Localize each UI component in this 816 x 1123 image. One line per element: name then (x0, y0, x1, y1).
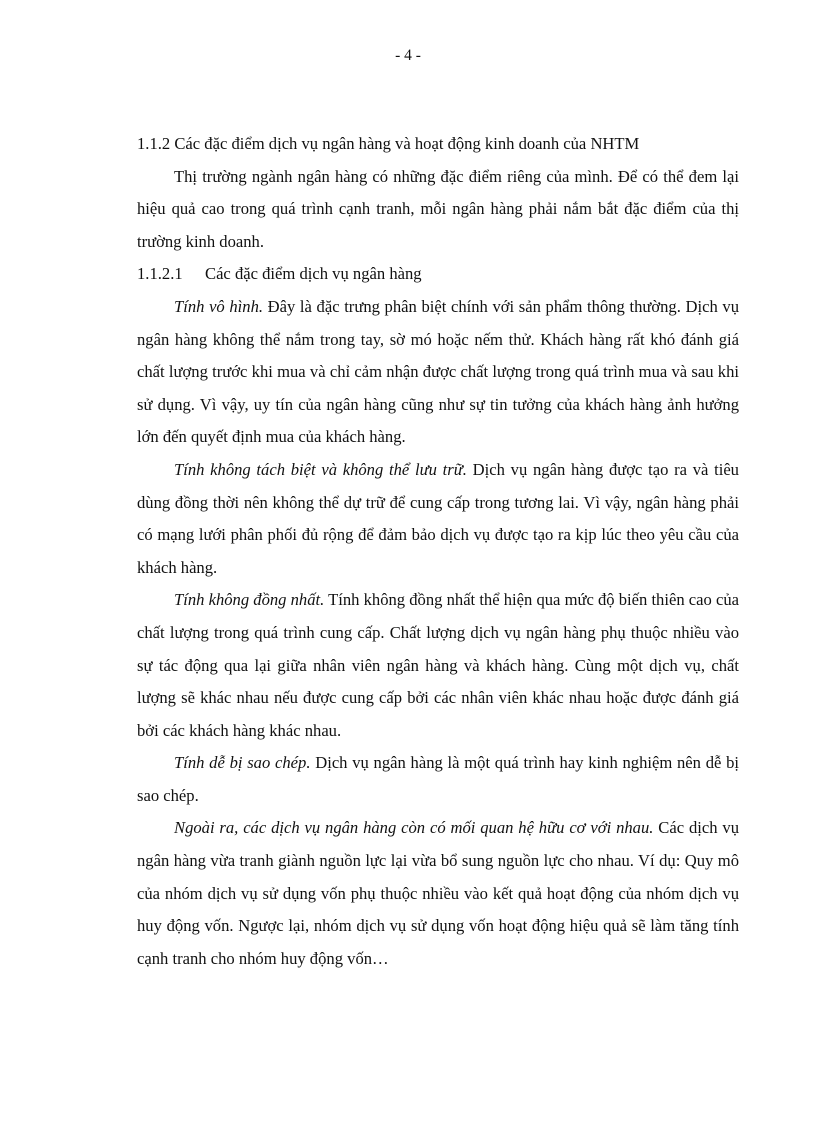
paragraph-inseparability (137, 454, 739, 584)
paragraph-lead: Tính không tách biệt và không thể lưu trữ. (174, 459, 467, 479)
paragraph-text: Các dịch vụ ngân hàng vừa tranh giành nguồn lực lại vừa bổ sung nguồn lực cho nhau. Ví dụ: Quy mô của nhóm dịch vụ sử dụng vốn phụ thuộc nhiều vào kết quả hoạt động của nhóm dịch vụ huy động vốn. Ngược lại, nhóm dịch vụ sử dụng vốn hoạt động hiệu quả sẽ làm tăng tính cạnh tranh cho nhóm huy động vốn… (137, 818, 739, 968)
document-body (137, 128, 739, 975)
paragraph-text: Dịch vụ ngân hàng được tạo ra và tiêu dùng đồng thời nên không thể dự trữ để cung cấp trong tương lai. Vì vậy, ngân hàng phải có mạng lưới phân phối đủ rộng để đảm bảo dịch vụ được tạo ra kịp lúc theo yêu cầu của khách hàng. (137, 459, 739, 577)
paragraph-text: Đây là đặc trưng phân biệt chính với sản phẩm thông thường. Dịch vụ ngân hàng không thể nắm trong tay, sờ mó hoặc nếm thử. Khách hàng rất khó đánh giá chất lượng trước khi mua và chỉ cảm nhận được chất lượng trong quá trình mua và sau khi sử dụng. Vì vậy, uy tín của ngân hàng cũng như sự tin tưởng của khách hàng ảnh hưởng lớn đến quyết định mua của khách hàng. (137, 296, 739, 447)
paragraph-lead: Tính dễ bị sao chép. (174, 753, 311, 773)
page-number: - 4 - (395, 47, 421, 64)
paragraph-heterogeneity (137, 584, 739, 747)
paragraph-text: Tính không đồng nhất thể hiện qua mức độ biến thiên cao của chất lượng trong quá trình cung cấp. Chất lượng dịch vụ ngân hàng phụ thuộc nhiều vào sự tác động qua lại giữa nhân viên ngân hàng và khách hàng. Cùng một dịch vụ, chất lượng sẽ khác nhau nếu được cung cấp bởi các nhân viên khác nhau hoặc được đánh giá bởi các khách hàng khác nhau. (137, 590, 739, 740)
paragraph-lead: Ngoài ra, các dịch vụ ngân hàng còn có mối quan hệ hữu cơ với nhau. (174, 818, 654, 838)
subsection-heading-1-1-2-1 (137, 258, 739, 291)
paragraph-intangibility (137, 291, 739, 454)
section-heading-1-1-2: 1.1.2 Các đặc điểm dịch vụ ngân hàng và hoạt động kinh doanh của NHTM (137, 134, 640, 153)
paragraph-imitability (137, 747, 739, 812)
subsection-number: 1.1.2.1 (137, 264, 183, 284)
paragraph-organic-relationship (137, 812, 739, 975)
paragraph-lead: Tính vô hình. (174, 296, 264, 316)
subsection-title: Các đặc điểm dịch vụ ngân hàng (205, 264, 422, 284)
paragraph-lead: Tính không đồng nhất. (174, 590, 325, 610)
section-intro-paragraph: Thị trường ngành ngân hàng có những đặc điểm riêng của mình. Để có thể đem lại hiệu quả cao trong quá trình cạnh tranh, mỗi ngân hàng phải nắm bắt đặc điểm của thị trường kinh doanh. (137, 166, 739, 251)
paragraph-text: Dịch vụ ngân hàng là một quá trình hay kinh nghiệm nên dễ bị sao chép. (137, 753, 740, 805)
